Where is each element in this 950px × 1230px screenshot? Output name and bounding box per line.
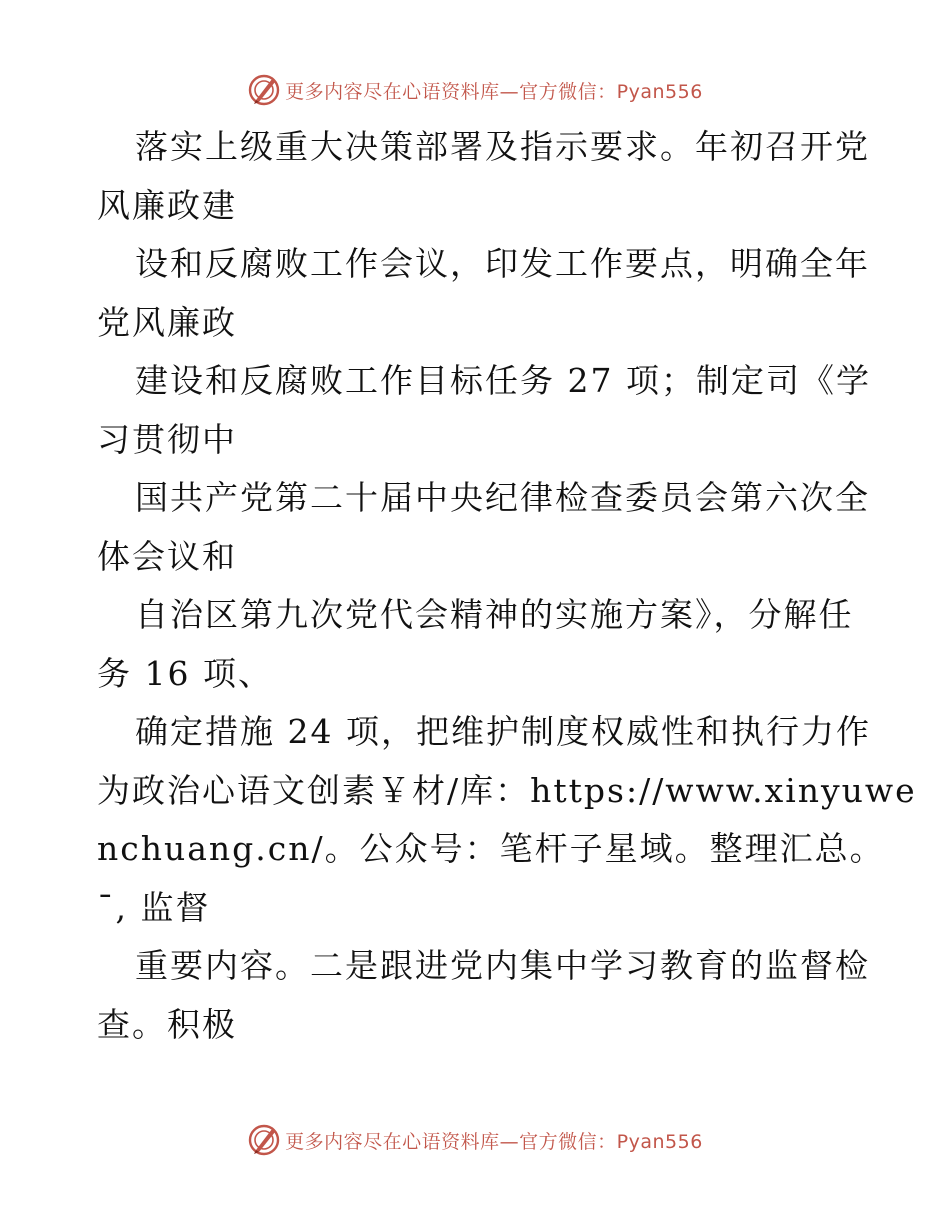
header-banner-text: 更多内容尽在心语资料库—官方微信：Pyan556 <box>285 80 703 103</box>
document-line: 查。积极 <box>97 1004 237 1044</box>
document-line: 自治区第九次党代会精神的实施方案》，分解任 <box>135 595 854 634</box>
document-line: 建设和反腐败工作目标任务 27 项；制定司《学 <box>135 361 871 400</box>
document-line: 党风廉政 <box>97 302 237 342</box>
document-line: 落实上级重大决策部署及指示要求。年初召开党 <box>135 127 870 166</box>
document-body <box>97 118 917 1054</box>
header-banner <box>0 73 950 107</box>
document-line: 设和反腐败工作会议，印发工作要点，明确全年 <box>135 244 870 283</box>
footer-banner-text: 更多内容尽在心语资料库—官方微信：Pyan556 <box>285 1130 703 1153</box>
document-line: 国共产党第二十届中央纪律检查委员会第六次全 <box>135 478 870 517</box>
document-line: 确定措施 24 项，把维护制度权威性和执行力作 <box>135 712 871 751</box>
document-line: ¯, 监督 <box>97 887 211 927</box>
document-line: 风廉政建 <box>97 185 237 225</box>
document-line: 务 16 项、 <box>97 653 273 693</box>
document-line: 为政治心语文创素￥材/库：https://www.xinyuwe <box>97 770 917 810</box>
footer-banner <box>0 1123 950 1157</box>
quill-pen-logo-icon <box>247 1123 281 1157</box>
document-line: nchuang.cn/。公众号：笔杆子星域。整理汇总。 <box>97 829 885 868</box>
document-line: 体会议和 <box>97 536 237 576</box>
document-line: 习贯彻中 <box>97 419 237 459</box>
quill-pen-logo-icon <box>247 73 281 107</box>
document-line: 重要内容。二是跟进党内集中学习教育的监督检 <box>135 946 870 985</box>
